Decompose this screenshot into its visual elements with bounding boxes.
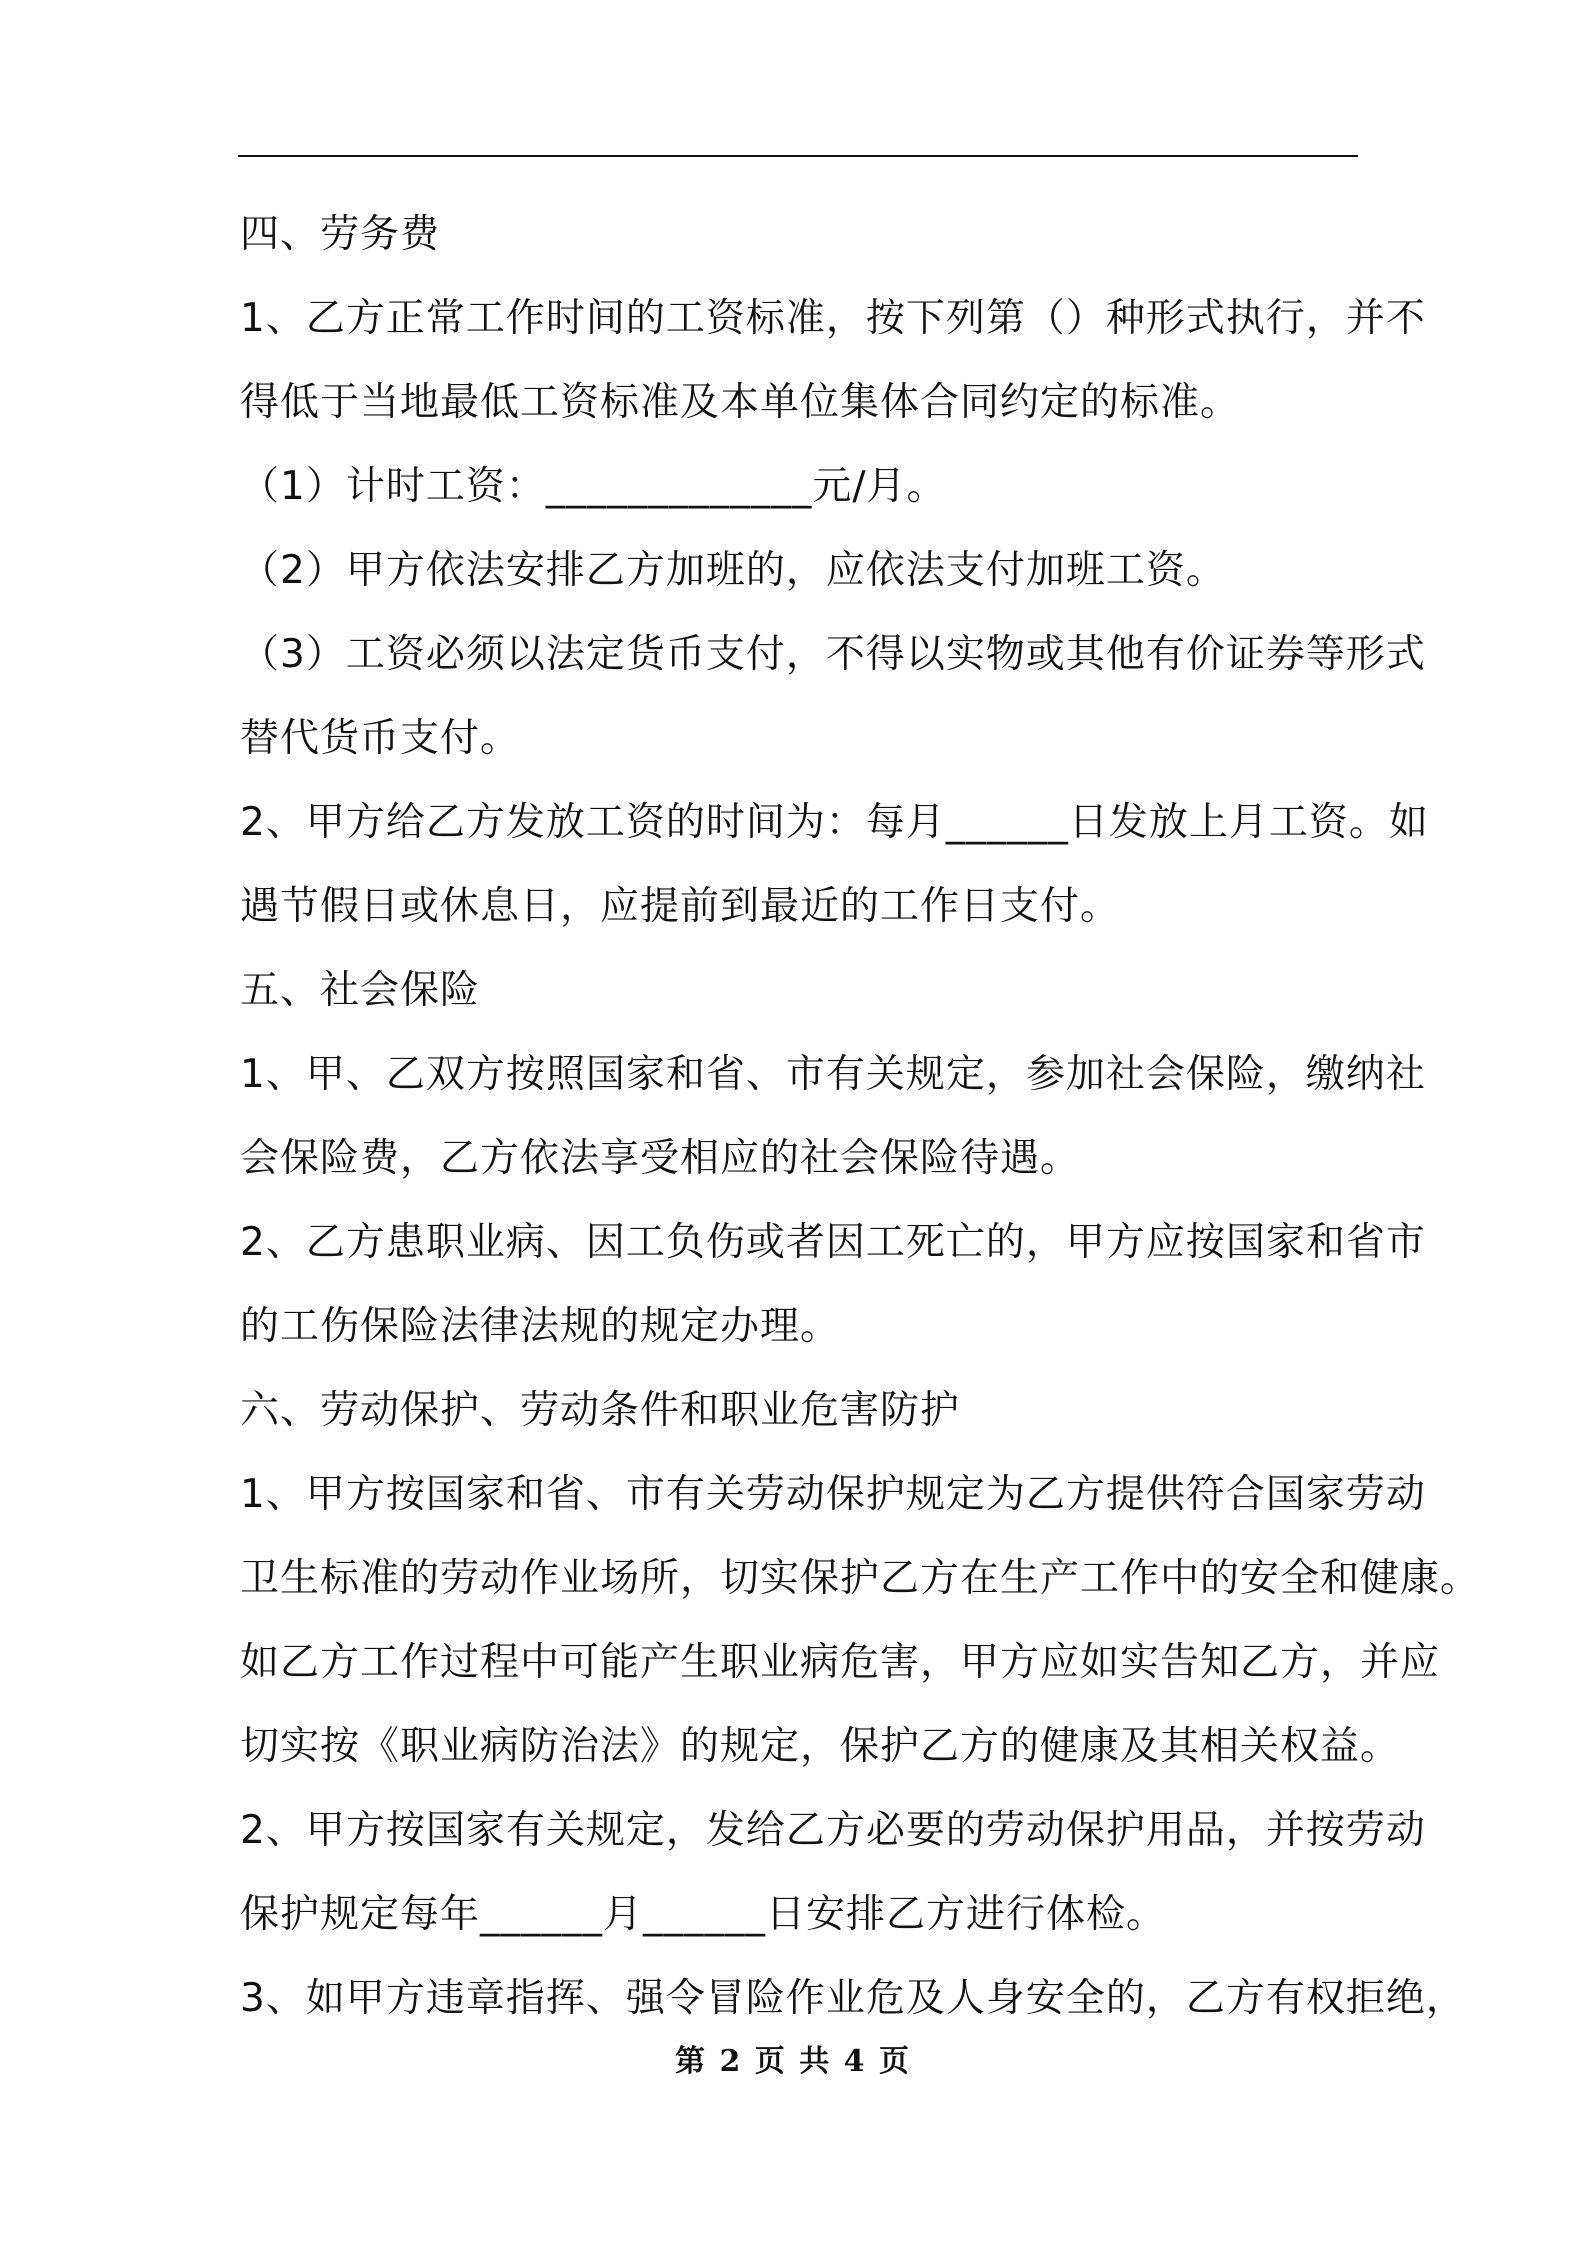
paragraph-line: 如乙方工作过程中可能产生职业病危害，甲方应如实告知乙方，并应 (240, 1640, 1441, 1685)
paragraph-line: 2、甲方给乙方发放工资的时间为：每月______日发放上月工资。如 (240, 800, 1429, 845)
paragraph-line: 切实按《职业病防治法》的规定，保护乙方的健康及其相关权益。 (240, 1724, 1401, 1769)
paragraph-line: 得低于当地最低工资标准及本单位集体合同约定的标准。 (240, 380, 1241, 425)
paragraph-line: 2、甲方按国家有关规定，发给乙方必要的劳动保护用品，并按劳动 (240, 1808, 1426, 1853)
paragraph-line: 3、如甲方违章指挥、强令冒险作业危及人身安全的，乙方有权拒绝， (240, 1976, 1466, 2021)
paragraph-line: 保护规定每年______月______日安排乙方进行体检。 (240, 1892, 1167, 1937)
section-heading-labor-protection: 六、劳动保护、劳动条件和职业危害防护 (240, 1388, 961, 1433)
paragraph-line: 遇节假日或休息日，应提前到最近的工作日支付。 (240, 884, 1121, 929)
page-number-footer: 第 2 页 共 4 页 (675, 2044, 911, 2079)
paragraph-line: 1、乙方正常工作时间的工资标准，按下列第（）种形式执行，并不 (240, 296, 1426, 341)
paragraph-line: 替代货币支付。 (240, 716, 521, 761)
paragraph-line: 的工伤保险法律法规的规定办理。 (240, 1304, 841, 1349)
paragraph-line: 卫生标准的劳动作业场所，切实保护乙方在生产工作中的安全和健康。 (240, 1556, 1481, 1601)
paragraph-line: 1、甲方按国家和省、市有关劳动保护规定为乙方提供符合国家劳动 (240, 1472, 1426, 1517)
header-divider (238, 155, 1358, 157)
document-body (240, 193, 1481, 2041)
paragraph-line: （3）工资必须以法定货币支付，不得以实物或其他有价证券等形式 (240, 632, 1426, 677)
section-heading-social-insurance: 五、社会保险 (240, 968, 481, 1013)
paragraph-line: （1）计时工资：_____________元/月。 (240, 464, 947, 509)
paragraph-line: 2、乙方患职业病、因工负伤或者因工死亡的，甲方应按国家和省市 (240, 1220, 1426, 1265)
paragraph-line: （2）甲方依法安排乙方加班的，应依法支付加班工资。 (240, 548, 1226, 593)
paragraph-line: 1、甲、乙双方按照国家和省、市有关规定，参加社会保险，缴纳社 (240, 1052, 1426, 1097)
paragraph-line: 会保险费，乙方依法享受相应的社会保险待遇。 (240, 1136, 1081, 1181)
section-heading-labor-fee: 四、劳务费 (240, 212, 441, 257)
